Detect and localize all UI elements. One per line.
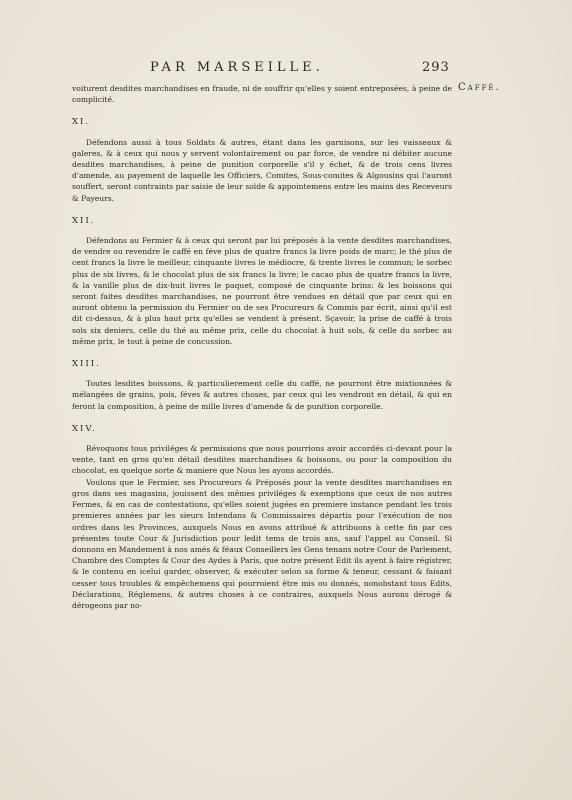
section-heading-xiv: XIV. <box>72 423 97 434</box>
continuation-text: voiturent desdites marchandises en fraude, ni de souffrir qu'elles y soient entreposées, à peine de complicité. <box>72 84 452 105</box>
page-number: 293 <box>422 60 450 75</box>
paragraph-xii: Défendons au Fermier & à ceux qui seront par lui préposés à la vente desdites marchandises, de vendre ou revendre le caffé en féve plus de quatre francs la livre poids de marc; le thé plus de cent francs la livre le meilleur, cinquante livres le médiocre, & trente livres le commun; le sorbec plus de six livres, & le chocolat plus de six francs la livre; le cacao plus de quatre francs la livre, & la vanille plus de dix-huit livres le paquet, composé de cinquante brins: & les boissons qui seront faites desdites marchandises, ne pourront être vendues en détail que par ceux qui en auront obtenu la permission du Fermier ou de ses Procureurs & Commis par écrit, ainsi qu'il est dit ci-dessus, & à plus haut prix qu'elles se vendent à présent. Sçavoir, la prise de caffé à trois sols six deniers, celle du thé au même prix, celle du chocolat à huit sols, & celle du sorbec au même prix, le tout à peine de concussion. <box>72 236 452 346</box>
body-text <box>72 83 452 611</box>
paragraph-xiv-1: Révoquons tous priviléges & permissions que nous pourrions avoir accordés ci-devant pour la vente, tant en gros qu'en détail desdites marchandises & boissons, ou pour la composition du chocolat, en quelque sorte & maniere que Nous les ayons accordés. <box>72 444 452 476</box>
running-head <box>0 60 572 76</box>
section-heading-xii: XII. <box>72 215 96 226</box>
margin-note: Caffé. <box>458 82 501 93</box>
running-title: PAR MARSEILLE. <box>150 60 324 75</box>
paragraph-xiii: Toutes lesdites boissons, & particulierement celle du caffé, ne pourront être mixtionnées & mélangées de grains, pois, féves & autres choses, par ceux qui les vendront en détail, & qui en feront la composition, à peine de mille livres d'amende & de punition corporelle. <box>72 379 452 411</box>
section-heading-xiii: XIII. <box>72 359 101 370</box>
paragraph-xi: Défendons aussi à tous Soldats & autres, étant dans les garnisons, sur les vaisseaux & galeres, & à ceux qui nous y servent volontairement ou par force, de vendre ni débiter aucune desdites marchandises, à peine de punition corporelle s'il y échet, & de trois cens livres d'amende, au payement de laquelle les Officiers, Comites, Sous-comites & Algousins qui l'auront souffert, seront contraints par saisie de leur solde & appointemens entre les mains des Receveurs & Payeurs. <box>72 137 452 203</box>
section-heading-xi: XI. <box>72 117 91 128</box>
paragraph-xiv-2: Voulons que le Fermier, ses Procureurs & Préposés pour la vente desdites marchandises en gros dans ses magasins, jouissent des mêmes priviléges & exemptions que ceux de nos autres Fermes, & en cas de contestations, qu'elles soient jugées en premiere instance pendant les trois premieres années par les sieurs Intendans & Commissaires départis pour l'exécution de nos ordres dans les Provinces, auxquels Nous en avons attribué & attribuons à cette fin par ces présentes toute Cour & Jurisdiction pour ledit tems de trois ans, sauf l'appel au Conseil. Si donnons en Mandement à nos amés & féaux Conseillers les Gens tenans notre Cour de Parlement, Chambre des Comptes & Cour des Aydes à Paris, que notre présent Edit ils ayent à faire régistrer, & le contenu en icelui garder, observer, & exécuter selon sa forme & teneur, cessant & faisant cesser tous troubles & empêchemens qui pourroient être mis ou donnés, nonobstant tous Edits, Déclarations, Réglemens, & autres choses à ce contraires, auxquels Nous aurons dérogé & dérogeons par no- <box>72 477 452 610</box>
